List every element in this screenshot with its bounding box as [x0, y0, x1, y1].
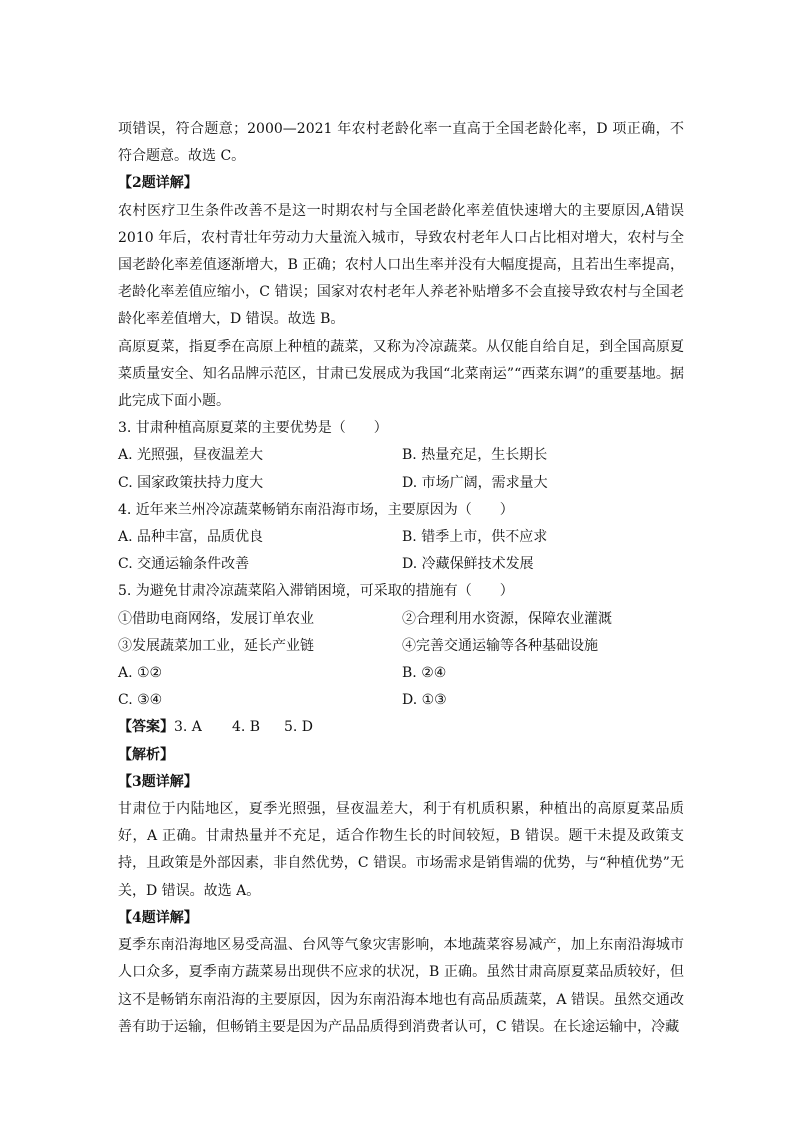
q2-explanation: 农村医疗卫生条件改善不是这一时期农村与全国老龄化率差值快速增大的主要原因,A错误2010 年后，农村青壮年劳动力大量流入城市，导致农村老年人口占比相对增大，农村与全国老龄化率差值逐渐增大，B 正确；农村人口出生率并没有大幅度提高，且若出生率提高，老龄化率差值应缩小，C 错误；国家对农村老年人养老补贴增多不会直接导致农村与全国老龄化率差值增大，D 错误。故选 B。: [118, 202, 684, 328]
q3-option-c: C. 国家政策扶持力度大: [118, 474, 264, 491]
q3-options-row-1: [118, 442, 684, 469]
q5-option-a: A. ①②: [118, 665, 163, 682]
q3-option-d: D. 市场广阔，需求量大: [402, 474, 548, 491]
q4-stem: 4. 近年来兰州冷凉蔬菜畅销东南沿海市场，主要原因为（ ）: [118, 501, 514, 518]
q4-options-row-1: [118, 524, 684, 551]
q5-options-row-2: [118, 687, 684, 714]
q5-measure-3: ③发展蔬菜加工业，延长产业链: [118, 637, 314, 654]
q4-explanation: 夏季东南沿海地区易受高温、台风等气象灾害影响，本地蔬菜容易减产，加上东南沿海城市人口众多，夏季南方蔬菜易出现供不应求的状况，B 正确。虽然甘肃高原夏菜品质较好，但这不是畅销东南沿海的主要原因，因为东南沿海本地也有高品质蔬菜，A 错误。虽然交通改善有助于运输，但畅销主要是因为产品品质得到消费者认可，C 错误。在长途运输中，冷藏: [118, 937, 684, 1035]
q5-option-d: D. ①③: [402, 692, 447, 709]
q4-options-row-2: [118, 551, 684, 578]
q4-option-a: A. 品种丰富，品质优良: [118, 529, 264, 546]
answer-5: 5. D: [284, 719, 314, 736]
q5-stem: 5. 为避免甘肃冷凉蔬菜陷入滞销困境，可采取的措施有（ ）: [118, 583, 514, 600]
material-intro: 高原夏菜，指夏季在高原上种植的蔬菜，又称为冷凉蔬菜。从仅能自给自足，到全国高原夏菜质量安全、知名品牌示范区，甘肃已发展成为我国“北菜南运”“西菜东调”的重要基地。据此完成下面小题。: [118, 338, 684, 410]
q5-options-row-1: [118, 660, 684, 687]
q5-measure-4: ④完善交通运输等各种基础设施: [402, 637, 598, 654]
q4-option-b: B. 错季上市，供不应求: [402, 529, 548, 546]
analysis-heading: 【解析】: [118, 746, 174, 763]
q3-explanation: 甘肃位于内陆地区，夏季光照强，昼夜温差大，利于有机质积累，种植出的高原夏菜品质好，A 正确。甘肃热量并不充足，适合作物生长的时间较短，B 错误。题干未提及政策支持，且政策是外部因素，非自然优势，C 错误。市场需求是销售端的优势，与“种植优势”无关，D 错误。故选 A。: [118, 801, 684, 899]
q3-heading: 【3题详解】: [118, 773, 198, 790]
answer-3: 3. A: [174, 719, 202, 736]
q4-option-d: D. 冷藏保鲜技术发展: [402, 556, 534, 573]
q5-option-b: B. ②④: [402, 665, 447, 682]
q3-option-b: B. 热量充足，生长期长: [402, 447, 548, 464]
q3-option-a: A. 光照强，昼夜温差大: [118, 447, 264, 464]
q5-measures-row-1: [118, 606, 684, 633]
answer-4: 4. B: [232, 719, 261, 736]
q5-measure-1: ①借助电商网络，发展订单农业: [118, 610, 314, 627]
q2-heading: 【2题详解】: [118, 175, 198, 192]
answer-line: [118, 714, 684, 741]
q4-heading: 【4题详解】: [118, 909, 198, 926]
continued-paragraph: 项错误，符合题意；2000—2021 年农村老龄化率一直高于全国老龄化率，D 项正确，不符合题意。故选 C。: [118, 121, 684, 165]
q3-stem: 3. 甘肃种植高原夏菜的主要优势是（ ）: [118, 420, 388, 437]
q3-options-row-2: [118, 470, 684, 497]
q5-measures-row-2: [118, 633, 684, 660]
answer-label: 【答案】: [118, 719, 174, 736]
q4-option-c: C. 交通运输条件改善: [118, 556, 250, 573]
q5-option-c: C. ③④: [118, 692, 163, 709]
q5-measure-2: ②合理利用水资源，保障农业灌溉: [402, 610, 612, 627]
